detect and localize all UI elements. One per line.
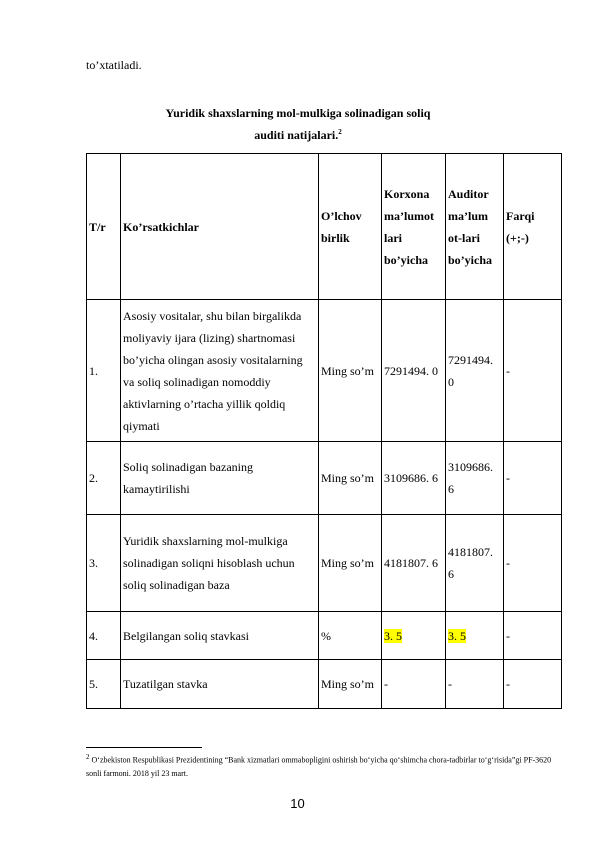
table-row	[87, 515, 562, 612]
header-diff: Farqi (+;-)	[504, 154, 562, 300]
row-company: -	[382, 660, 446, 709]
footnote-mark: 2	[86, 753, 90, 761]
row-company: 4181807. 6	[382, 515, 446, 612]
row-unit: Ming so’m	[319, 515, 382, 612]
table-title-line1: Yuridik shaxslarning mol-mulkiga solinadigan soliq	[165, 106, 431, 120]
row-indicator: Belgilangan soliq stavkasi	[121, 612, 319, 660]
row-auditor	[446, 612, 504, 660]
row-unit: Ming so’m	[319, 442, 382, 515]
row-indicator: Tuzatilgan stavka	[121, 660, 319, 709]
intro-text: to’xtatiladi.	[86, 58, 142, 72]
row-auditor: 4181807. 6	[446, 515, 504, 612]
row-diff: -	[504, 660, 562, 709]
footnote-reference: 2	[338, 128, 342, 136]
row-num: 3.	[87, 515, 121, 612]
row-num: 2.	[87, 442, 121, 515]
row-diff: -	[504, 300, 562, 442]
row-num: 5.	[87, 660, 121, 709]
page-number: 10	[290, 796, 305, 811]
header-unit: O’lchov birlik	[319, 154, 382, 300]
table-row	[87, 612, 562, 660]
header-auditor: Auditor ma’lum ot-lari bo’yicha	[446, 154, 504, 300]
footnote-separator	[86, 747, 202, 748]
footnote-text: O‘zbekiston Respublikasi Prezidentining “Bank xizmatlari ommabopligini oshirish bo‘yicha qo‘shimcha chora-tadbirlar to‘g‘risida”gi PF-3620 sonli farmoni. 2018 yil 23 mart.	[86, 755, 552, 778]
row-num: 4.	[87, 612, 121, 660]
table-title-text: auditi natijalari.	[254, 128, 339, 142]
header-num: T/r	[87, 154, 121, 300]
row-auditor: -	[446, 660, 504, 709]
row-company	[382, 612, 446, 660]
row-auditor: 7291494. 0	[446, 300, 504, 442]
row-company: 7291494. 0	[382, 300, 446, 442]
row-indicator: Asosiy vositalar, shu bilan birgalikda moliyaviy ijara (lizing) shartnomasi bo’yicha olingan asosiy vositalarning va soliq solinadigan nomoddiy aktivlarning o’rtacha yillik qoldiq qiymati	[121, 300, 319, 442]
table-row	[87, 660, 562, 709]
table-row	[87, 442, 562, 515]
results-table	[86, 153, 562, 709]
highlighted-value: 3. 5	[448, 628, 466, 643]
header-indicator: Ko’rsatkichlar	[121, 154, 319, 300]
row-unit: Ming so’m	[319, 660, 382, 709]
row-diff: -	[504, 612, 562, 660]
row-indicator: Yuridik shaxslarning mol-mulkiga solinadigan soliqni hisoblash uchun soliq solinadigan baza	[121, 515, 319, 612]
row-diff: -	[504, 442, 562, 515]
row-num: 1.	[87, 300, 121, 442]
row-auditor: 3109686. 6	[446, 442, 504, 515]
table-row	[87, 300, 562, 442]
table-title-line2	[86, 128, 510, 143]
row-company: 3109686. 6	[382, 442, 446, 515]
highlighted-value: 3. 5	[384, 628, 402, 643]
row-diff: -	[504, 515, 562, 612]
table-header-row	[87, 154, 562, 300]
row-unit: Ming so’m	[319, 300, 382, 442]
footnote	[86, 751, 556, 780]
row-indicator: Soliq solinadigan bazaning kamaytirilishi	[121, 442, 319, 515]
header-company: Korxona ma’lumot lari bo’yicha	[382, 154, 446, 300]
row-unit: %	[319, 612, 382, 660]
